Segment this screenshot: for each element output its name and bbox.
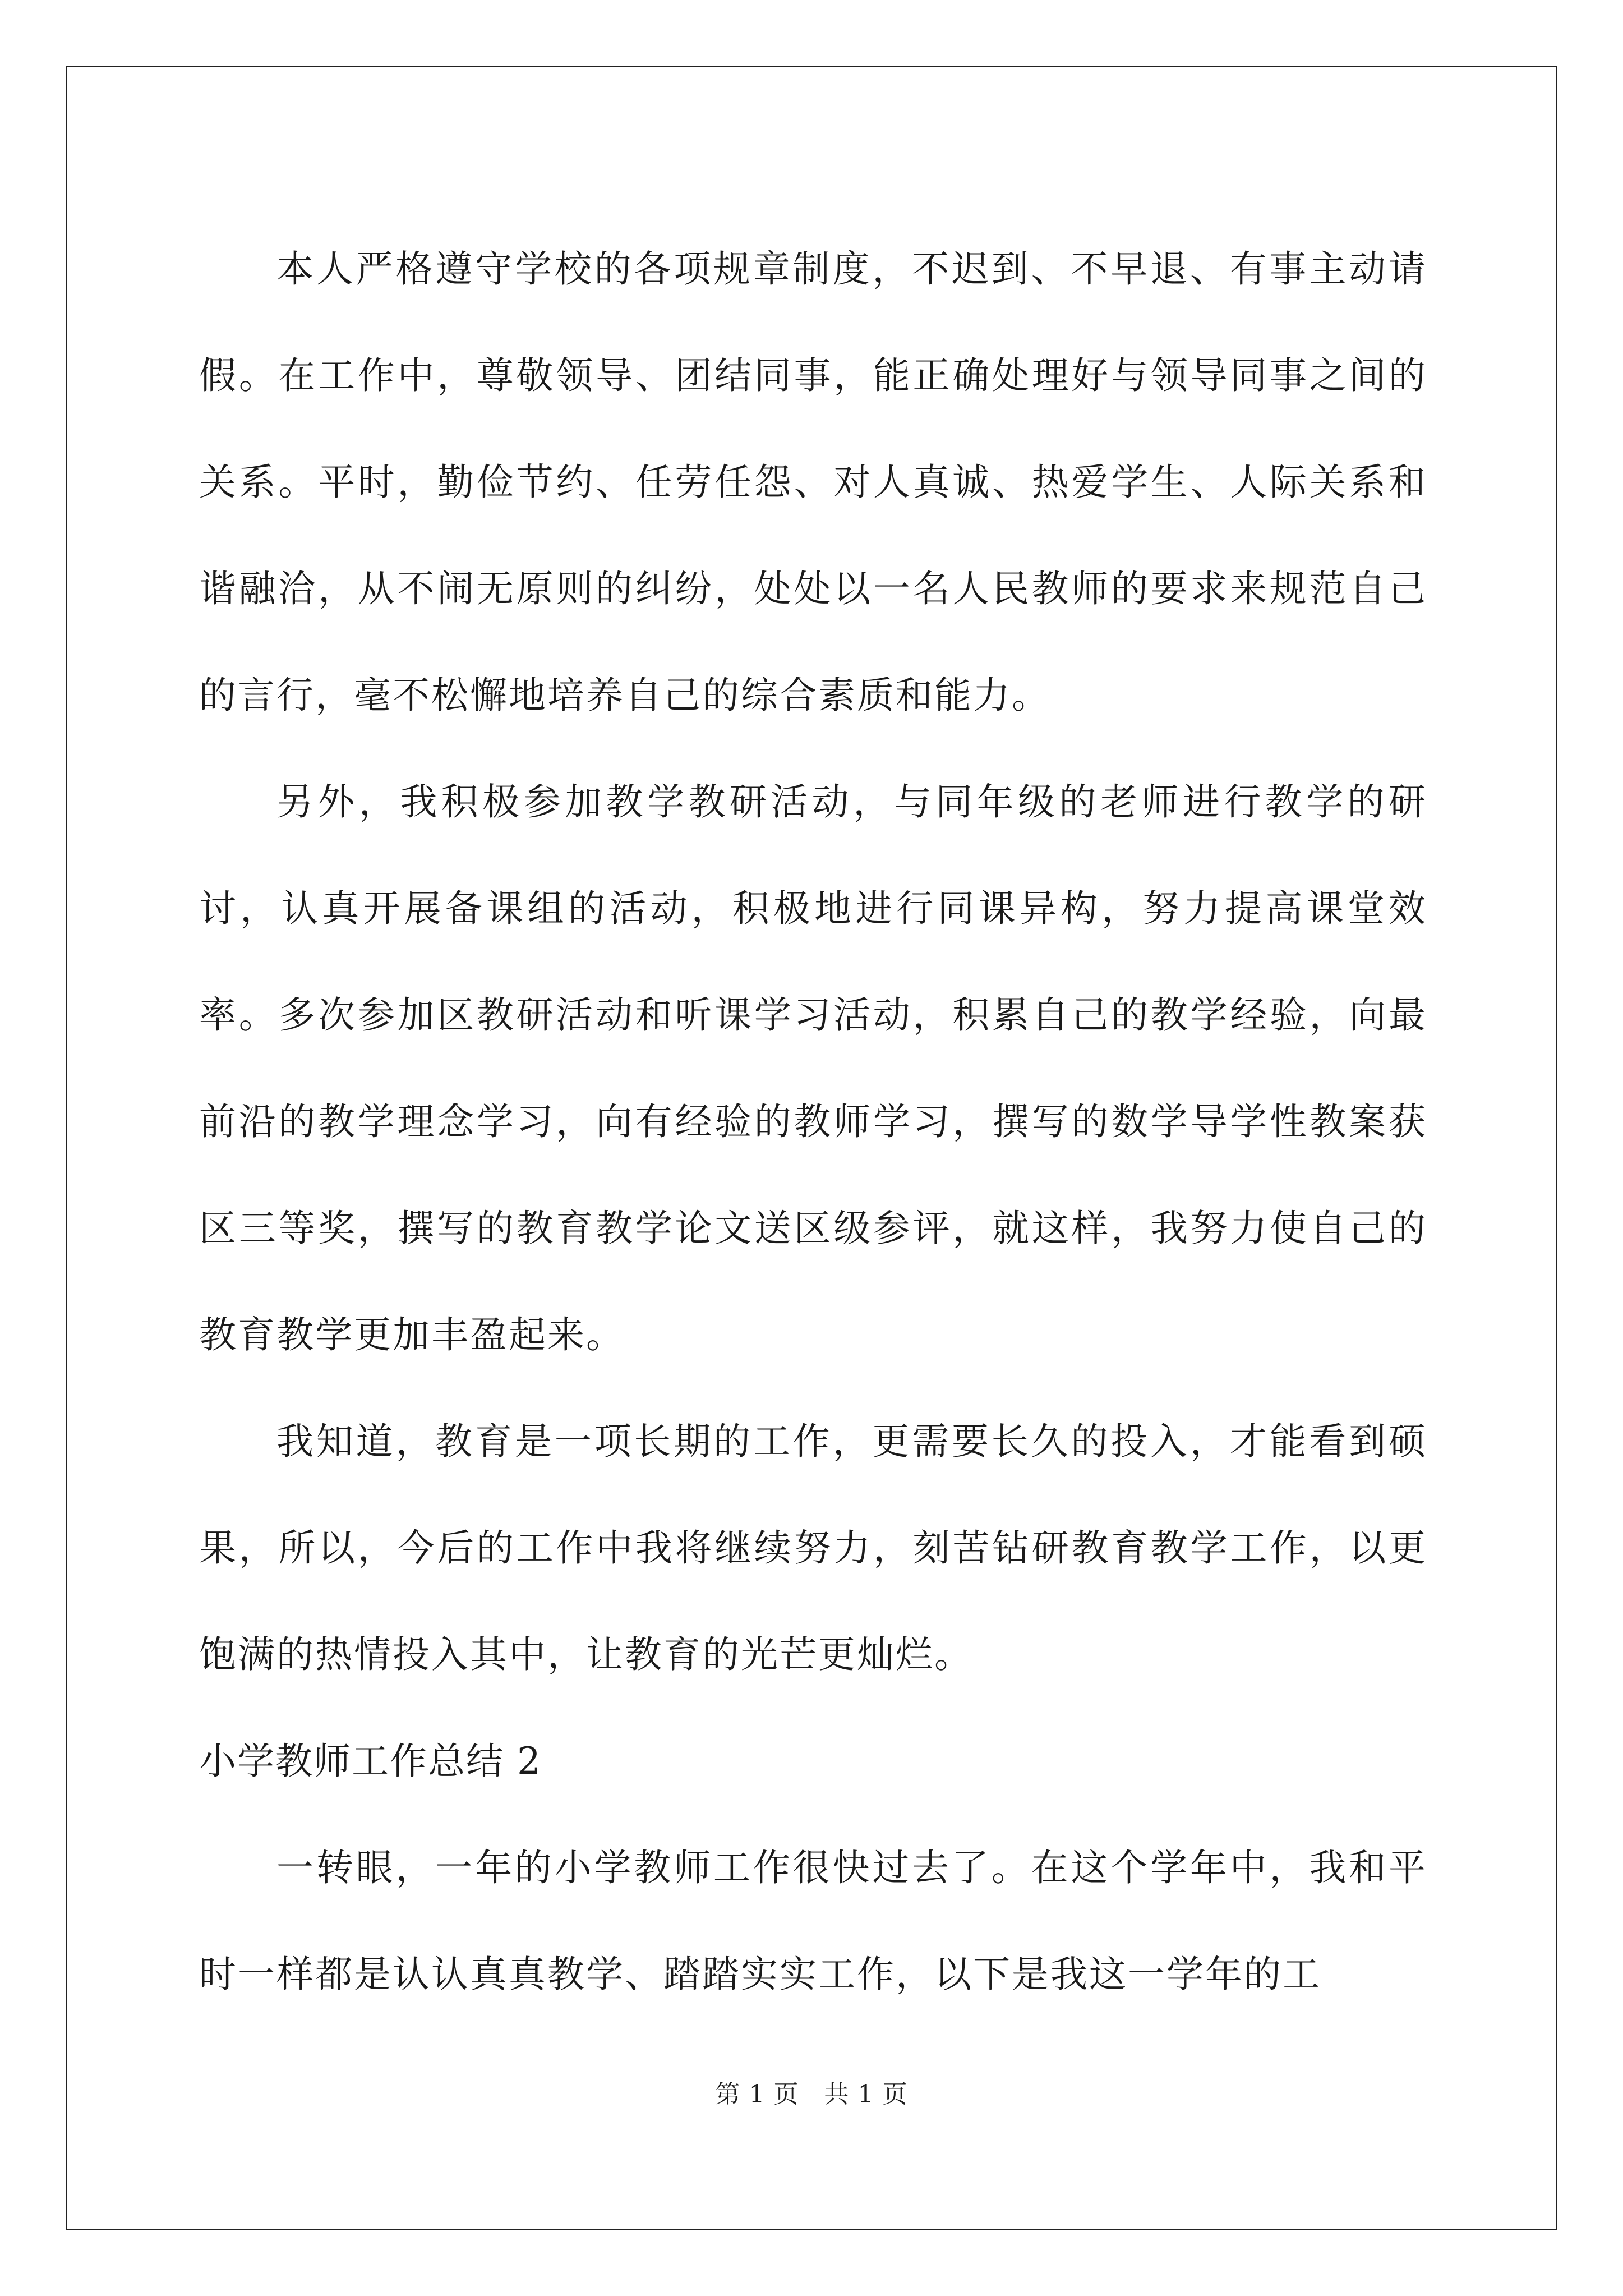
page-number: 第 1 页 共 1 页	[715, 2080, 908, 2109]
paragraph: 本人严格遵守学校的各项规章制度，不迟到、不早退、有事主动请假。在工作中，尊敬领导、团结同事，能正确处理好与领导同事之间的关系。平时，勤俭节约、任劳任怨、对人真诚、热爱学生、人际关系和谐融洽，从不闹无原则的纠纷，处处以一名人民教师的要求来规范自己的言行，毫不松懈地培养自己的综合素质和能力。	[199, 247, 1427, 717]
paragraph: 我知道，教育是一项长期的工作，更需要长久的投入，才能看到硕果，所以，今后的工作中我将继续努力，刻苦钻研教育教学工作，以更饱满的热情投入其中，让教育的光芒更灿烂。	[199, 1420, 1427, 1676]
paragraph: 另外，我积极参加教学教研活动，与同年级的老师进行教学的研讨，认真开展备课组的活动，积极地进行同课异构，努力提高课堂效率。多次参加区教研活动和听课学习活动，积累自己的教学经验，向最前沿的教学理念学习，向有经验的教师学习，撰写的数学导学性教案获区三等奖，撰写的教育教学论文送区级参评，就这样，我努力使自己的教育教学更加丰盈起来。	[199, 780, 1427, 1356]
section-heading: 小学教师工作总结 2	[199, 1740, 542, 1783]
document-body	[199, 216, 1427, 2028]
paragraph: 一转眼，一年的小学教师工作很快过去了。在这个学年中，我和平时一样都是认认真真教学、踏踏实实工作，以下是我这一学年的工	[199, 1846, 1427, 1996]
